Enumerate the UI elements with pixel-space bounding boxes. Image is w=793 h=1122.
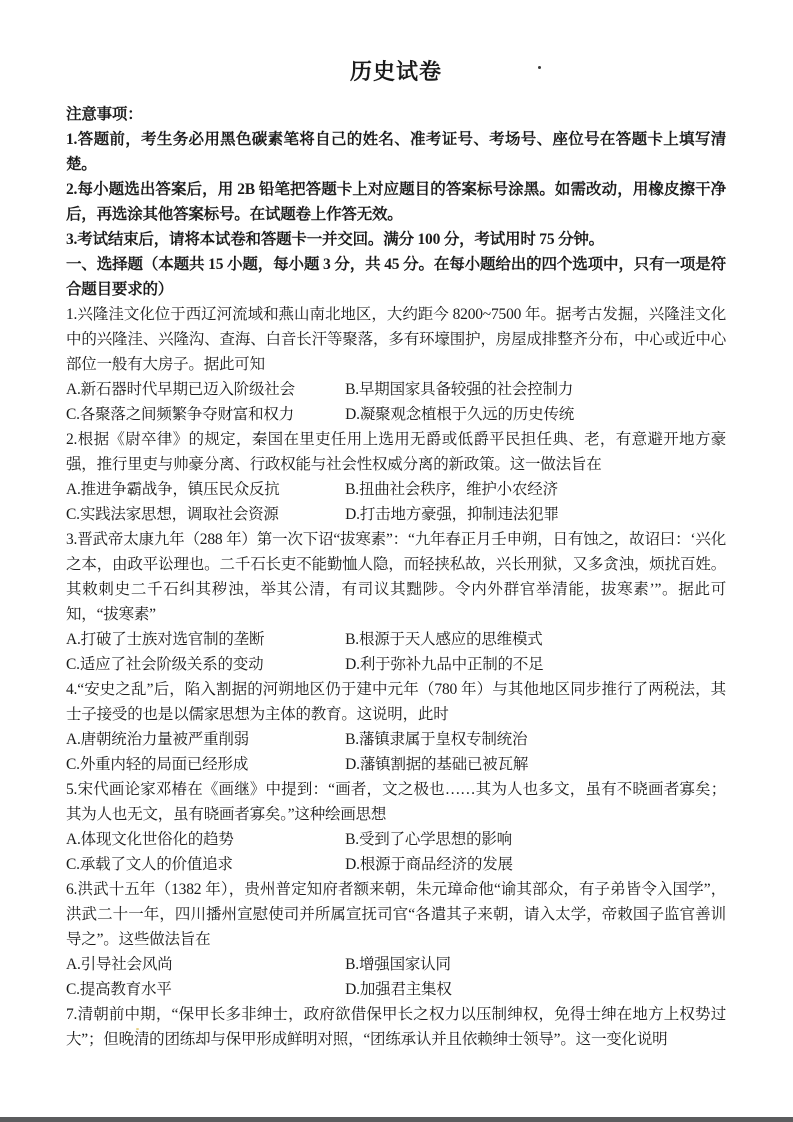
question-options xyxy=(66,377,726,427)
option-c: C.各聚落之间频繁争夺财富和权力 xyxy=(66,406,295,423)
question-options xyxy=(66,727,726,777)
page-content xyxy=(66,56,726,1052)
option-a: A.打破了士族对选官制的垄断 xyxy=(66,631,265,648)
option-c: C.适应了社会阶级关系的变动 xyxy=(66,656,264,673)
question-6 xyxy=(66,877,726,1002)
option-b: B.藩镇隶属于皇权专制统治 xyxy=(345,731,528,748)
option-b: B.根源于天人感应的思维模式 xyxy=(345,631,543,648)
question-options xyxy=(66,827,726,877)
question-1 xyxy=(66,302,726,427)
notice-heading: 注意事项： xyxy=(66,106,143,123)
question-7 xyxy=(66,1002,726,1052)
option-b: B.早期国家具备较强的社会控制力 xyxy=(345,381,574,398)
option-a: A.新石器时代早期已迈入阶级社会 xyxy=(66,381,295,398)
option-a: A.唐朝统治力量被严重削弱 xyxy=(66,731,249,748)
question-5 xyxy=(66,777,726,877)
option-d: D.打击地方豪强，抑制违法犯罪 xyxy=(345,506,559,523)
notice-item-2: 2.每小题选出答案后，用 2B 铅笔把答题卡上对应题目的答案标号涂黑。如需改动，用橡皮擦干净后，再选涂其他答案标号。在试题卷上作答无效。 xyxy=(66,181,726,223)
question-stem: 5.宋代画论家邓椿在《画继》中提到：“画者，文之极也……其为人也多文，虽有不晓画者寡矣；其为人也无文，虽有晓画者寡矣。”这种绘画思想 xyxy=(66,781,726,823)
option-b: B.扭曲社会秩序，维护小农经济 xyxy=(345,481,558,498)
option-d: D.藩镇割据的基础已被瓦解 xyxy=(345,756,529,773)
question-stem: 1.兴隆洼文化位于西辽河流域和燕山南北地区，大约距今 8200~7500 年。据考古发掘，兴隆洼文化中的兴隆洼、兴隆沟、查海、白音长汗等聚落，多有环壕围护，房屋成排整齐分布，中心或近中心部位一般有大房子。据此可知 xyxy=(66,306,726,373)
option-a: A.体现文化世俗化的趋势 xyxy=(66,831,234,848)
option-a: A.引导社会风尚 xyxy=(66,956,173,973)
question-stem: 7.清朝前中期，“保甲长多非绅士，政府欲借保甲长之权力以压制绅权，免得士绅在地方上权势过大”；但晚清的团练却与保甲形成鲜明对照，“团练承认并且依赖绅士领导”。这一变化说明 xyxy=(66,1006,726,1048)
question-options xyxy=(66,952,726,1002)
question-3 xyxy=(66,527,726,677)
page-bottom-edge xyxy=(0,1117,793,1122)
option-b: B.受到了心学思想的影响 xyxy=(345,831,512,848)
question-stem: 2.根据《尉卒律》的规定，秦国在里吏任用上选用无爵或低爵平民担任典、老，有意避开地方豪强，推行里吏与帅豪分离、行政权能与社会性权威分离的新政策。这一做法旨在 xyxy=(66,431,726,473)
notice-item-3: 3.考试结束后，请将本试卷和答题卡一并交回。满分 100 分，考试用时 75 分钟。 xyxy=(66,231,604,248)
notice-section xyxy=(66,102,726,252)
option-b: B.增强国家认同 xyxy=(345,956,451,973)
option-c: C.提高教育水平 xyxy=(66,981,172,998)
question-2 xyxy=(66,427,726,527)
notice-item-1: 1.答题前，考生务必用黑色碳素笔将自己的姓名、准考证号、考场号、座位号在答题卡上填写清楚。 xyxy=(66,131,726,173)
question-4 xyxy=(66,677,726,777)
option-a: A.推进争霸战争，镇压民众反抗 xyxy=(66,481,280,498)
option-d: D.利于弥补九品中正制的不足 xyxy=(345,656,544,673)
question-stem: 3.晋武帝太康九年（288 年）第一次下诏“拔寒素”：“九年春正月壬申朔，日有蚀之，故诏曰：‘兴化之本，由政平讼理也。二千石长吏不能勤恤人隐，而轻挟私故，兴长刑狱，又多贪浊，烦扰百姓。其敕刺史二千石纠其秽浊，举其公清，有司议其黜陟。令内外群官举清能，拔寒素’”。据此可知，“拔寒素” xyxy=(66,531,726,623)
option-c: C.实践法家思想，调取社会资源 xyxy=(66,506,279,523)
question-options xyxy=(66,477,726,527)
section-heading: 一、选择题（本题共 15 小题，每小题 3 分，共 45 分。在每小题给出的四个选项中，只有一项是符合题目要求的） xyxy=(66,256,726,298)
option-d: D.根源于商品经济的发展 xyxy=(345,856,513,873)
question-options xyxy=(66,627,726,677)
question-stem: 6.洪武十五年（1382 年），贵州普定知府者额来朝，朱元璋命他“谕其部众，有子弟皆令入国学”，洪武二十一年，四川播州宣慰使司并所属宣抚司官“各遣其子来朝，请入太学，帝敕国子监官善训导之”。这些做法旨在 xyxy=(66,881,726,948)
page-title: 历史试卷 xyxy=(349,59,442,84)
option-d: D.凝聚观念植根于久远的历史传统 xyxy=(345,406,575,423)
option-d: D.加强君主集权 xyxy=(345,981,452,998)
option-c: C.承载了文人的价值追求 xyxy=(66,856,233,873)
question-stem: 4.“安史之乱”后，陷入割据的河朔地区仍于建中元年（780 年）与其他地区同步推行了两税法，其士子接受的也是以儒家思想为主体的教育。这说明，此时 xyxy=(66,681,726,723)
option-c: C.外重内轻的局面已经形成 xyxy=(66,756,249,773)
